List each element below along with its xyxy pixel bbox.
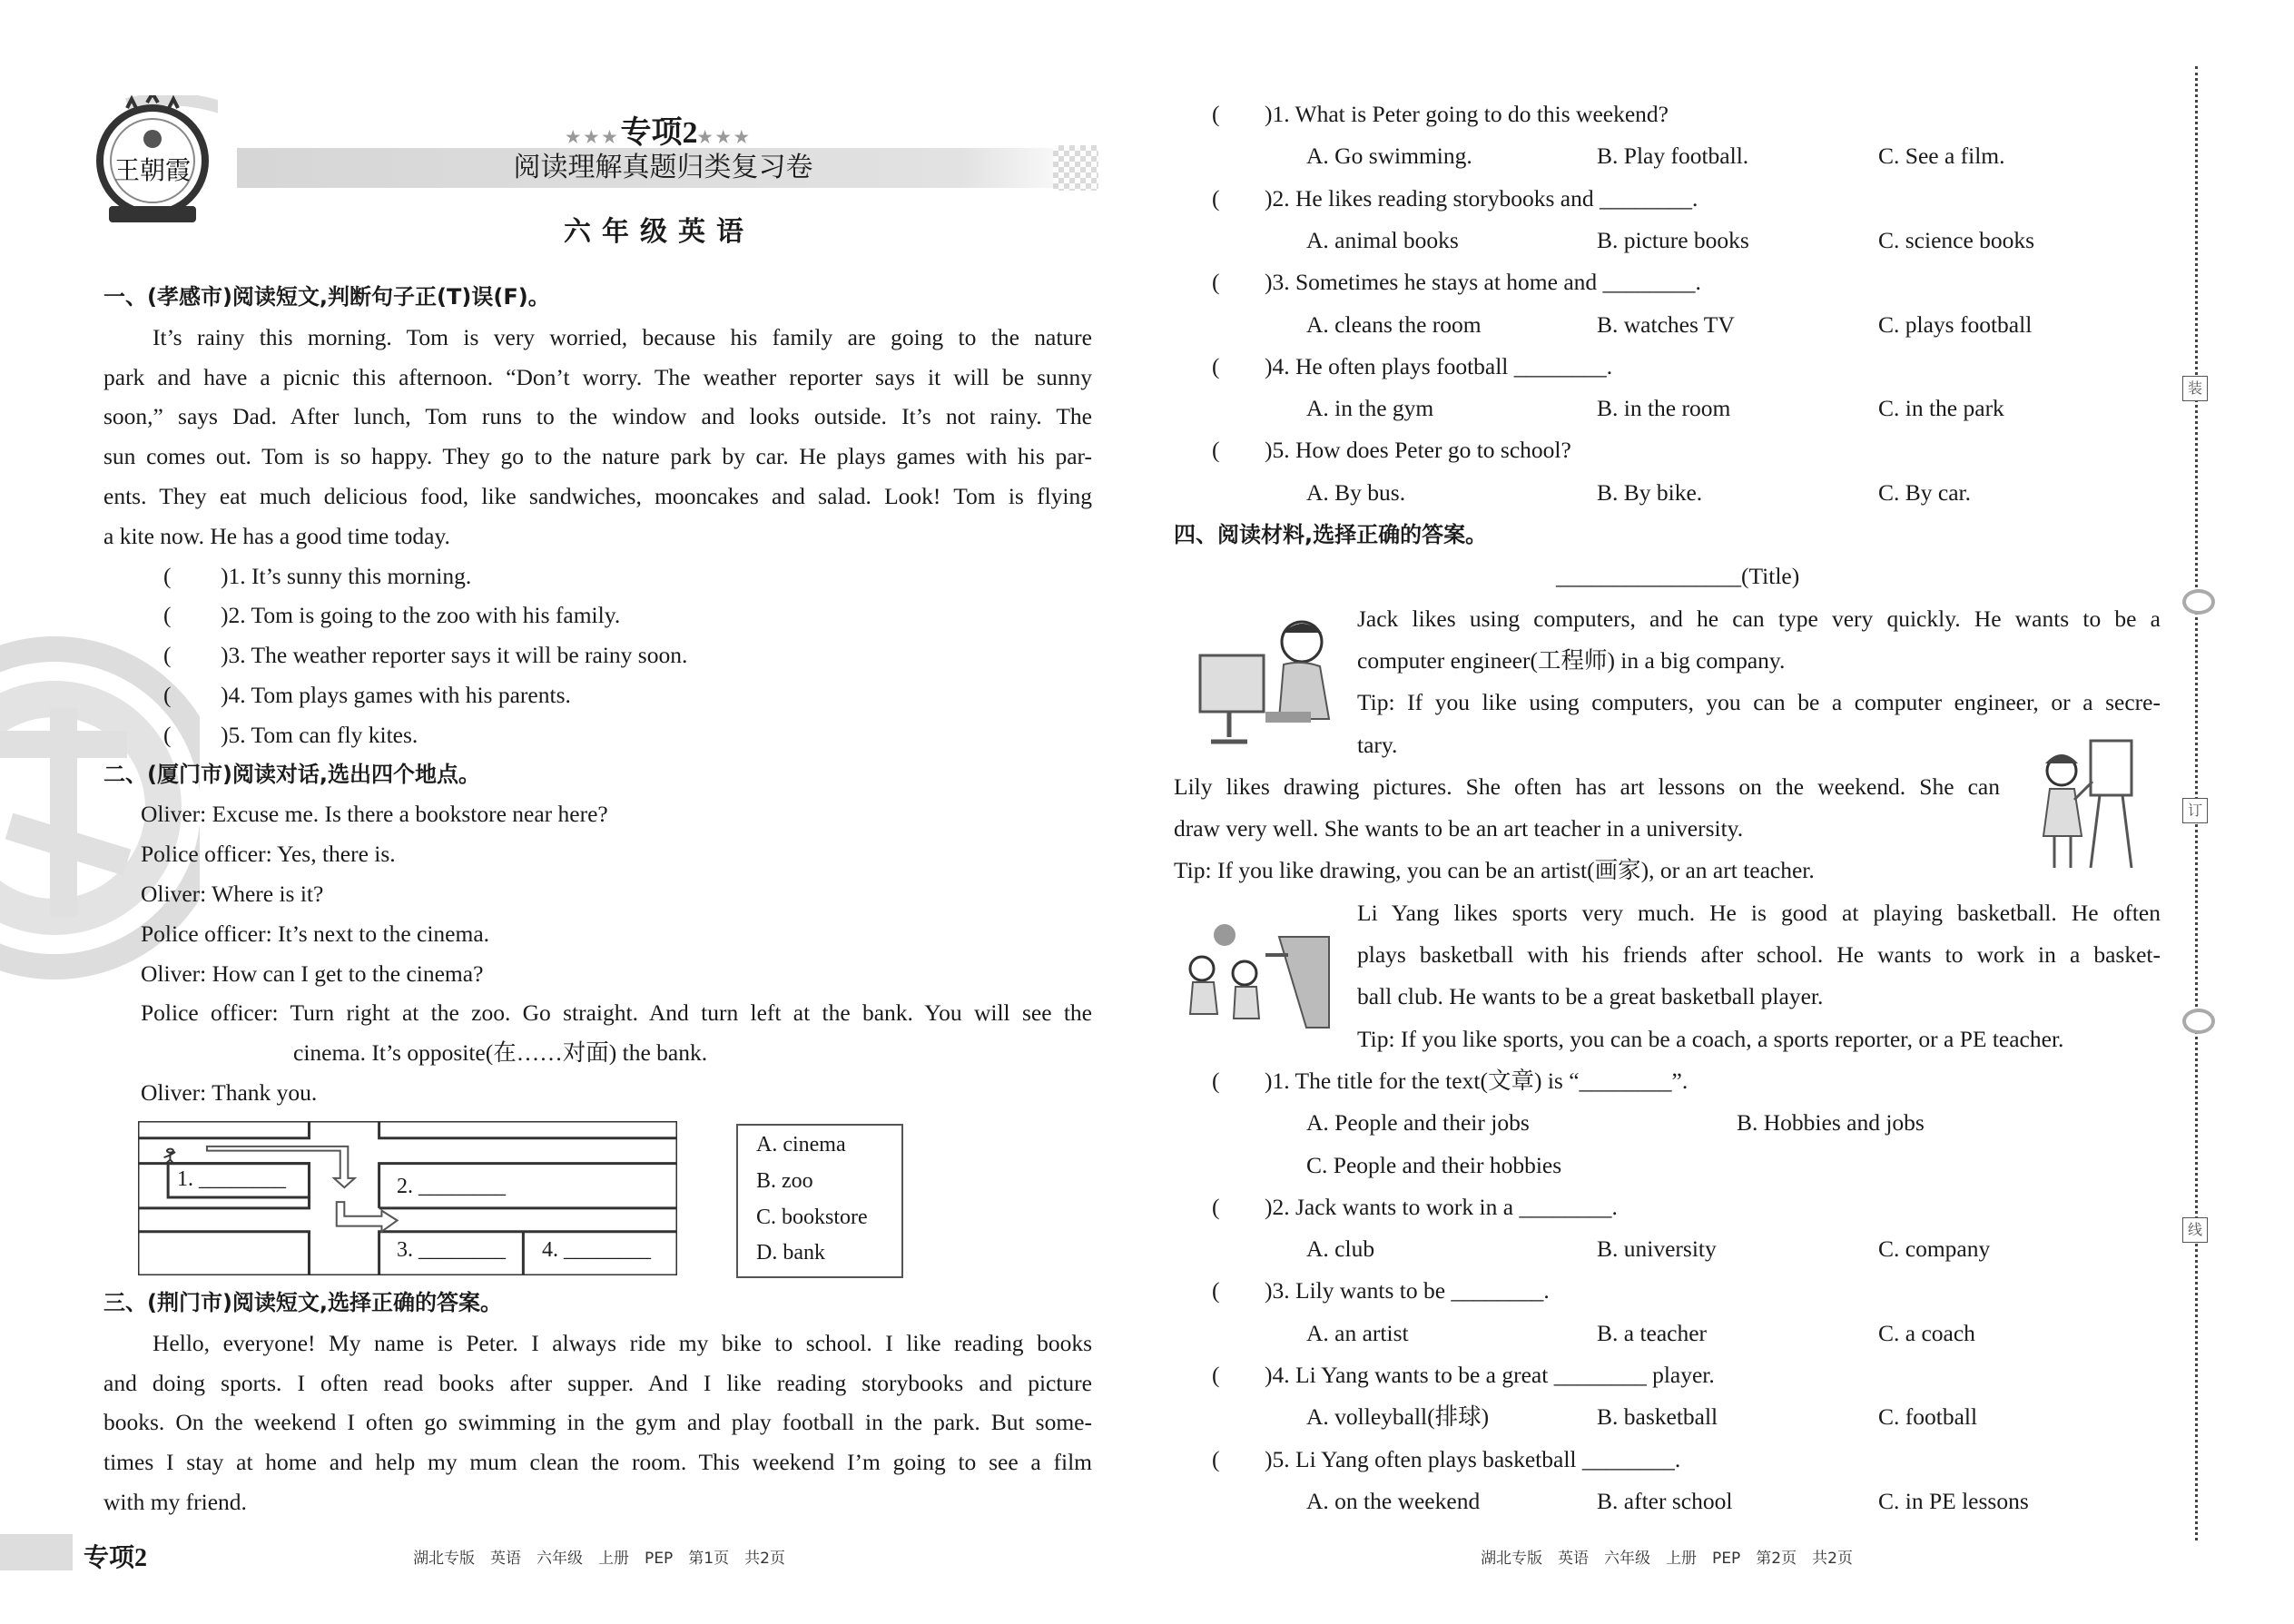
answer-option[interactable]: C. in the park: [1878, 395, 2004, 422]
question-text: 2. Tom is going to the zoo with his family.: [228, 602, 621, 629]
tf-question: [163, 715, 418, 755]
answer-blank-close: ): [221, 721, 229, 748]
boy-computer-illustration: [1193, 610, 1341, 753]
answer-blank[interactable]: (: [1212, 1067, 1220, 1094]
answer-blank[interactable]: (: [163, 682, 172, 708]
passage-line: Hello, everyone! My name is Peter. I always ride my bike to school. I like reading books: [153, 1329, 1092, 1356]
title-blank[interactable]: ________________(Title): [1556, 563, 1800, 590]
page-title: 阅读理解真题归类复习卷: [513, 152, 813, 183]
answer-option[interactable]: C. in PE lessons: [1878, 1487, 2029, 1514]
question-text: 2. Jack wants to work in a ________.: [1272, 1193, 1618, 1220]
lily-text-line: Lily likes drawing pictures. She often has art lessons on the weekend. She can: [1174, 773, 2000, 800]
dialog-line: Police officer: It’s next to the cinema.: [141, 920, 490, 947]
mc-question: [1212, 1439, 1681, 1481]
liyang-text-line: Tip: If you like sports, you can be a coach, a sports reporter, or a PE teacher.: [1357, 1025, 2064, 1052]
answer-option[interactable]: B. picture books: [1597, 226, 1749, 253]
answer-blank[interactable]: (: [163, 602, 172, 629]
map-label-4: 4. ________: [542, 1238, 651, 1262]
stars-left: ★★★: [566, 128, 621, 146]
map-label-3: 3. ________: [397, 1238, 506, 1262]
map-label-1: 1. ________: [177, 1167, 286, 1191]
answer-option[interactable]: B. basketball: [1597, 1403, 1718, 1431]
question-text: 3. The weather reporter says it will be rainy soon.: [228, 642, 688, 669]
answer-blank[interactable]: (: [1212, 437, 1220, 464]
place-options-box: [736, 1124, 903, 1278]
footer-page-2: 湖北专版 英语 六年级 上册 PEP 第2页 共2页: [1481, 1550, 1853, 1568]
answer-blank-close: ): [1265, 1445, 1273, 1472]
answer-option[interactable]: B. Hobbies and jobs: [1737, 1109, 1925, 1137]
answer-blank-close: ): [1265, 352, 1273, 379]
answer-option[interactable]: A. in the gym: [1306, 395, 1434, 422]
answer-blank-close: ): [1265, 101, 1273, 127]
answer-option[interactable]: A. animal books: [1306, 226, 1459, 253]
answer-option[interactable]: C. a coach: [1878, 1319, 1975, 1346]
footer-page-1: 湖北专版 英语 六年级 上册 PEP 第1页 共2页: [413, 1550, 785, 1568]
answer-blank[interactable]: (: [1212, 269, 1220, 296]
answer-blank-close: ): [1265, 1362, 1273, 1388]
answer-blank-close: ): [1265, 1193, 1273, 1220]
question-text: 5. Tom can fly kites.: [228, 721, 418, 748]
answer-blank-close: ): [221, 642, 229, 669]
jack-text-line: tary.: [1357, 731, 1398, 758]
mc-question: [1212, 429, 1571, 471]
answer-blank-close: ): [1265, 269, 1273, 296]
answer-option[interactable]: B. a teacher: [1597, 1319, 1708, 1346]
question-text: 1. What is Peter going to do this weekend?: [1272, 101, 1669, 127]
tf-question: [163, 635, 688, 675]
map-label-2: 2. ________: [397, 1175, 506, 1198]
answer-blank-close: ): [1265, 1277, 1273, 1304]
answer-option[interactable]: A. cleans the room: [1306, 310, 1482, 338]
dialog-line: cinema. It’s opposite(在……对面) the bank.: [293, 1039, 708, 1067]
liyang-text-line: ball club. He wants to be a great basketball player.: [1357, 983, 1824, 1010]
passage-line: and doing sports. I often read books after supper. And I like reading storybooks and picture: [103, 1369, 1092, 1396]
mc-question: [1212, 178, 1698, 220]
lily-text-line: draw very well. She wants to be an art teacher in a university.: [1174, 815, 1744, 842]
answer-blank[interactable]: (: [1212, 352, 1220, 379]
basketball-illustration: [1170, 919, 1341, 1037]
question-text: 4. He often plays football ________.: [1272, 352, 1613, 379]
section-1-heading: 一、(孝感市)阅读短文,判断句子正(T)误(F)。: [103, 284, 550, 310]
mc-question: [1212, 94, 1669, 135]
answer-blank-close: ): [221, 562, 229, 589]
question-text: 4. Tom plays games with his parents.: [228, 682, 571, 708]
question-text: 1. The title for the text(文章) is “________”.: [1272, 1067, 1689, 1094]
margin-char: 线: [2182, 1217, 2208, 1243]
answer-blank[interactable]: (: [163, 721, 172, 748]
answer-option[interactable]: C. company: [1878, 1235, 1991, 1263]
answer-option[interactable]: B. after school: [1597, 1487, 1733, 1514]
answer-blank[interactable]: (: [1212, 1193, 1220, 1220]
page-subtitle: 六年级英语: [564, 216, 754, 248]
dialog-line: Police officer: Turn right at the zoo. Go straight. And turn left at the bank. You will see the: [141, 999, 1092, 1027]
answer-blank[interactable]: (: [163, 642, 172, 669]
footer-band: [0, 1534, 73, 1570]
tf-question: [163, 595, 621, 635]
answer-blank-close: ): [221, 682, 229, 708]
series-name: 专项2: [620, 116, 698, 150]
answer-blank-close: ): [1265, 437, 1273, 464]
answer-blank[interactable]: (: [1212, 101, 1220, 127]
question-text: 5. How does Peter go to school?: [1272, 437, 1571, 464]
question-text: 2. He likes reading storybooks and ________.: [1272, 184, 1698, 212]
passage-line: sun comes out. Tom is so happy. They go to the nature park by car. He plays games with his par-: [103, 443, 1092, 470]
passage-line: times I stay at home and help my mum clean the room. This weekend I’m going to see a film: [103, 1449, 1092, 1476]
answer-option[interactable]: A. on the weekend: [1306, 1487, 1481, 1514]
question-text: 4. Li Yang wants to be a great ________ player.: [1272, 1362, 1715, 1388]
passage-line: books. On the weekend I often go swimming in the gym and play football in the park. But some-: [103, 1409, 1092, 1436]
jack-text-line: computer engineer(工程师) in a big company.: [1357, 646, 1786, 674]
passage-line: soon,” says Dad. After lunch, Tom runs to the window and looks outside. It’s not rainy. The: [103, 403, 1092, 430]
dialog-line: Oliver: Excuse me. Is there a bookstore near here?: [141, 801, 608, 828]
answer-option[interactable]: C. plays football: [1878, 310, 2033, 338]
mc-question: [1212, 1186, 1618, 1228]
place-option: C. bookstore: [756, 1206, 868, 1229]
brand-logo: [91, 95, 218, 231]
jack-text-line: Tip: If you like using computers, you can be a computer engineer, or a secre-: [1357, 689, 2161, 716]
question-text: 1. It’s sunny this morning.: [228, 562, 472, 589]
place-option: A. cinema: [756, 1133, 846, 1156]
liyang-text-line: plays basketball with his friends after school. He wants to work in a basket-: [1357, 941, 2161, 968]
answer-option[interactable]: A. volleyball(排球): [1306, 1403, 1490, 1431]
passage-line: ents. They eat much delicious food, like sandwiches, mooncakes and salad. Look! Tom is flying: [103, 483, 1092, 509]
answer-option[interactable]: A. an artist: [1306, 1319, 1409, 1346]
answer-blank[interactable]: (: [1212, 1362, 1220, 1388]
mc-question: [1212, 346, 1613, 388]
answer-blank[interactable]: (: [1212, 1277, 1220, 1304]
dialog-line: Oliver: Where is it?: [141, 881, 324, 907]
section-3-heading: 三、(荆门市)阅读短文,选择正确的答案。: [103, 1290, 503, 1315]
swirl-icon: [2182, 1009, 2215, 1034]
liyang-text-line: Li Yang likes sports very much. He is good at playing basketball. He often: [1357, 899, 2161, 926]
lily-text-line: Tip: If you like drawing, you can be an artist(画家), or an art teacher.: [1174, 857, 1815, 884]
dialog-line: Oliver: How can I get to the cinema?: [141, 960, 484, 987]
passage-line: It’s rainy this morning. Tom is very worried, because his family are going to the nature: [153, 323, 1092, 350]
mc-question: [1212, 1270, 1550, 1312]
passage-line: a kite now. He has a good time today.: [103, 522, 450, 549]
tf-question: [163, 675, 571, 715]
answer-option[interactable]: A. People and their jobs: [1306, 1109, 1530, 1137]
footer-series: 专项2: [84, 1544, 148, 1572]
answer-option[interactable]: C. football: [1878, 1403, 1978, 1431]
mc-question: [1212, 1354, 1715, 1396]
jack-text-line: Jack likes using computers, and he can type very quickly. He wants to be a: [1357, 605, 2161, 632]
question-text: 3. Sometimes he stays at home and ________.: [1272, 269, 1701, 296]
place-option: B. zoo: [756, 1169, 813, 1193]
stars-right: ★★★: [697, 128, 753, 146]
section-4-heading: 四、阅读材料,选择正确的答案。: [1174, 522, 1488, 547]
answer-option[interactable]: A. By bus.: [1306, 478, 1406, 506]
answer-option[interactable]: A. Go swimming.: [1306, 143, 1472, 170]
dialog-line: Police officer: Yes, there is.: [141, 841, 396, 868]
place-option: D. bank: [756, 1241, 825, 1265]
answer-option[interactable]: A. club: [1306, 1235, 1375, 1263]
logo-text: 王朝霞: [113, 155, 192, 185]
mc-question: [1212, 1060, 1689, 1102]
series-label: [508, 107, 810, 152]
answer-option[interactable]: C. By car.: [1878, 478, 1971, 506]
answer-blank-close: ): [221, 602, 229, 629]
passage-line: with my friend.: [103, 1489, 247, 1515]
answer-option[interactable]: B. By bike.: [1597, 478, 1703, 506]
margin-char: 订: [2182, 798, 2208, 823]
answer-option[interactable]: C. See a film.: [1878, 143, 2005, 170]
answer-blank-close: ): [1265, 184, 1273, 212]
question-text: 5. Li Yang often plays basketball ________.: [1272, 1445, 1681, 1472]
answer-option[interactable]: B. Play football.: [1597, 143, 1749, 170]
answer-blank-close: ): [1265, 1067, 1273, 1094]
tf-question: [163, 556, 472, 596]
answer-blank[interactable]: (: [1212, 1445, 1220, 1472]
answer-option[interactable]: B. watches TV: [1597, 310, 1735, 338]
answer-blank[interactable]: (: [163, 562, 172, 589]
answer-blank[interactable]: (: [1212, 184, 1220, 212]
answer-option[interactable]: B. in the room: [1597, 395, 1731, 422]
margin-char: 装: [2182, 376, 2208, 401]
dialog-line: Oliver: Thank you.: [141, 1079, 318, 1106]
answer-option[interactable]: C. science books: [1878, 226, 2035, 253]
answer-option[interactable]: C. People and their hobbies: [1306, 1151, 1562, 1178]
answer-option[interactable]: B. university: [1597, 1235, 1717, 1263]
swirl-icon: [2182, 589, 2215, 615]
question-text: 3. Lily wants to be ________.: [1272, 1277, 1550, 1304]
passage-line: park and have a picnic this afternoon. “Don’t worry. The weather reporter says it will be sunny: [103, 363, 1092, 390]
section-2-heading: 二、(厦门市)阅读对话,选出四个地点。: [103, 761, 481, 787]
mc-question: [1212, 261, 1701, 303]
